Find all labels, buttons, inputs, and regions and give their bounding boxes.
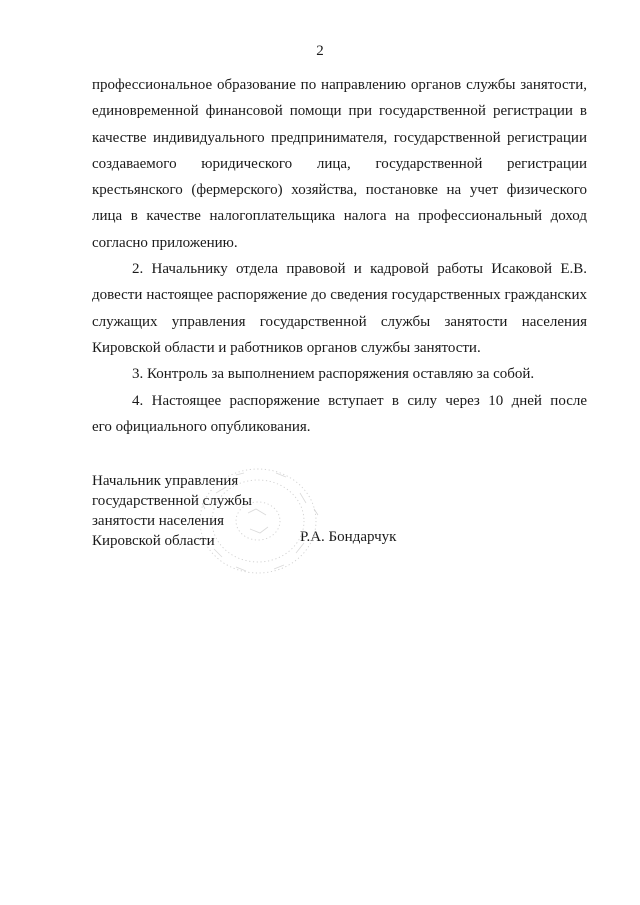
text-line: единовременной финансовой помощи при государственной регистрации в (92, 103, 587, 120)
page-number: 2 (316, 43, 324, 59)
signature-position-line: государственной службы (92, 493, 252, 509)
signature-block (92, 471, 492, 551)
text-line: служащих управления государственной службы занятости населения (92, 313, 587, 330)
paragraph-2 (92, 256, 587, 361)
text-line: 4. Настоящее распоряжение вступает в силу через 10 дней после (132, 392, 587, 409)
paragraph-3 (92, 361, 587, 387)
text-line: 2. Начальнику отдела правовой и кадровой работы Исаковой Е.В. (132, 261, 587, 278)
text-line: согласно приложению. (92, 234, 238, 251)
signature-position-line: занятости населения (92, 513, 225, 529)
paragraph-1 (92, 72, 587, 256)
document-body (92, 72, 587, 440)
text-line: 3. Контроль за выполнением распоряжения оставляю за собой. (132, 366, 535, 383)
signature-position-line: Кировской области (92, 533, 215, 549)
text-line: довести настоящее распоряжение до сведения государственных гражданских (92, 287, 587, 304)
text-line: лица в качестве налогоплательщика налога на профессиональный доход (92, 208, 587, 225)
text-line: его официального опубликования. (92, 418, 311, 435)
text-line: профессиональное образование по направлению органов службы занятости, (92, 77, 587, 93)
text-line: создаваемого юридического лица, государственной регистрации (92, 155, 587, 172)
paragraph-4 (92, 388, 587, 441)
text-line: крестьянского (фермерского) хозяйства, постановке на учет физического (92, 182, 587, 199)
signatory-name: Р.А. Бондарчук (300, 529, 397, 545)
signature-position-line: Начальник управления (92, 473, 239, 489)
text-line: Кировской области и работников органов службы занятости. (92, 339, 481, 356)
text-line: качестве индивидуального предпринимателя, государственной регистрации (92, 129, 587, 146)
